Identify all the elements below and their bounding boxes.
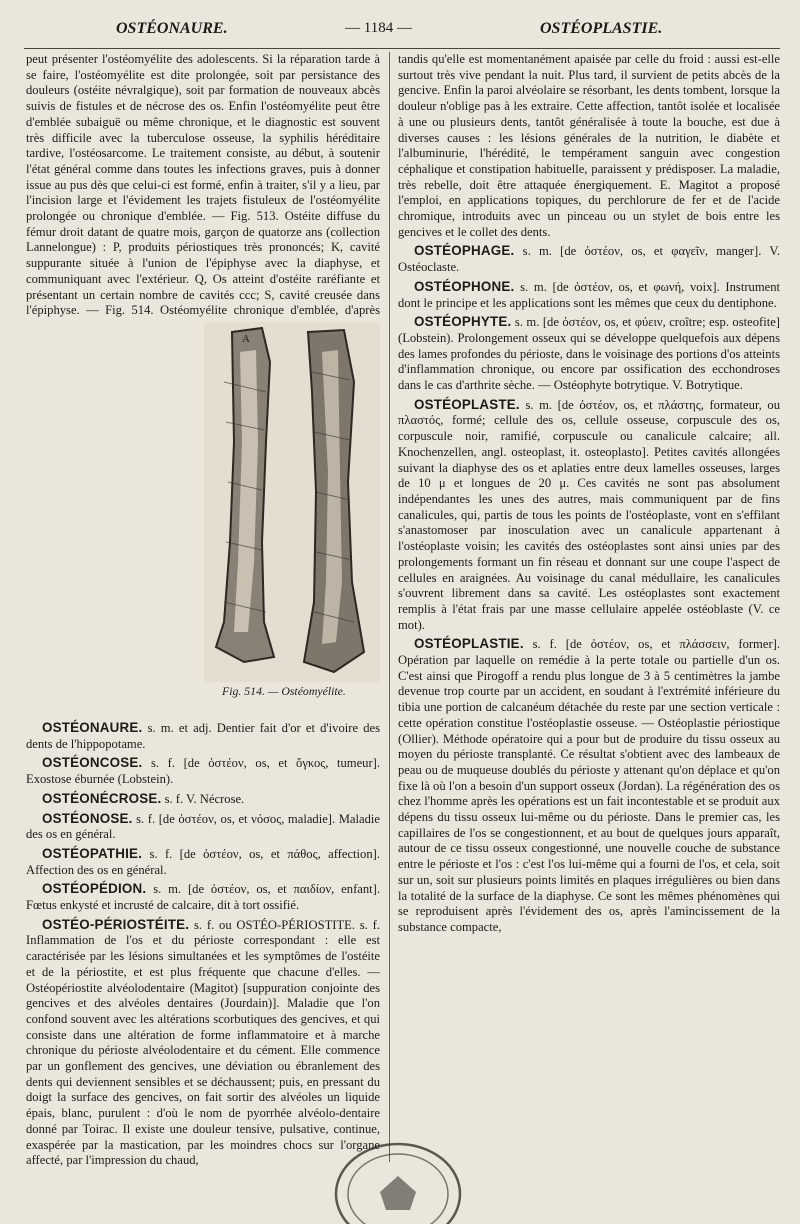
page-header [0, 12, 800, 50]
entry-definition: s. f. [de ὀστέον, os, et πάθος, affection]. Affection des os en général. [26, 846, 380, 877]
entry-headword: OSTÉOPÉDION. [42, 881, 147, 897]
header-rule [24, 48, 780, 49]
entry-osteophage [398, 243, 780, 275]
entry-headword: OSTÉONÉCROSE. [42, 790, 162, 806]
entry-osteophyte [398, 314, 780, 394]
header-left-term: OSTÉONAURE. [116, 20, 228, 37]
entry-definition: s. f. V. Nécrose. [164, 791, 245, 806]
entry-headword: OSTÉO-PÉRIOSTÉITE. [42, 916, 190, 932]
library-stamp [318, 1134, 478, 1224]
entry-headword: OSTÉONCOSE. [42, 755, 143, 771]
entry-headword: OSTÉOPHYTE. [414, 314, 512, 330]
left-column [26, 52, 380, 1172]
entry-definition: s. f. ou OSTÉO-PÉRIOSTITE. s. f. Inflammation de l'os et du périoste correspondant : elle est caractérisée par les lésions simultanées et les symptômes de l'ostéite et de la périostite, et est plus fréquente que chacune d'elles. — Ostéopériostite alvéolodentaire (Magitot) [suppuration conjointe des gencives et des alvéoles dentaires (Jourdain)]. Maladie que l'on confond souvent avec les altérations scorbutiques des gencives, et qui consiste dans une altération de forme inflammatoire et à marche chronique du périoste alvéolodentaire et du cément. Elle commence par un gonflement des gencives, une déviation ou ébranlement des dents qui deviennent sensibles et se déchaussent; puis, en pressant du doigt la surface des gencives, on fait sortir des alvéoles un liquide épais, blanc, purulent : d'où le nom de pyorrhée alvéolo-dentaire donné par Toirac. Il existe une douleur tensive, pulsative, continue, exaspérée par la mastication, par les moindres chocs sur l'organe affecté, par l'impression du chaud, [26, 917, 380, 1168]
figure-caption: Fig. 514. — Ostéomyélite. [222, 684, 346, 698]
figure-514 [26, 322, 380, 714]
entry-osteonose [26, 811, 380, 843]
entry-osteophone [398, 279, 780, 311]
entry-headword: OSTÉONOSE. [42, 810, 133, 826]
entry-definition: s. m. [de ὀστέον, os, et φαγεῖν, manger]. V. Ostéoclaste. [398, 244, 780, 275]
entry-osteoplaste [398, 397, 780, 634]
entry-headword: OSTÉONAURE. [42, 720, 143, 735]
entry-definition: s. f. [de ὀστέον, os, et πλάσσειν, former]. Opération par laquelle on remédie à la perte totale ou partielle d'un os. C'est ainsi que Pirogoff a rendu plus longue de 3 à 5 centimètres la jambe devenue trop courte par un accident, en soudant à l'extrémité inférieure du tibia une portion de calcanéum détachée du reste par une section verticale : cette opération constitue l'ostéoplastie osseuse. — Ostéoplastie périostique (Ollier). Méthode opératoire qui a pour but de produire du tissu osseux au moyen du périoste transplanté. Ce résultat s'obtient avec des lambeaux de peau ou de muqueuse doublés du périoste y attenant qu'on déplace et qu'on fixe là où l'on a besoin d'un support osseux (Jordan). La régénération des os chez l'homme après les opérations est un fait incontestable et se produit aux dépens du tissu osseux lui-même ou du périoste. Dans le premier cas, les capillaires de l'os se congestionnent, et au bout de quelques jours apparaît, autour de ce tissu osseux congestionné, une nouvelle couche de substance entre le périoste et l'os : c'est l'os lui-même qui a fourni de l'os, et cela, soit sur un, soit sur plusieurs points limités en plaques irrégulières ou bien dans la totalité de la surface de la diaphyse. Ce sont les mêmes phénomènes qui se reproduisent après l'évidement des os, après l'amincissement de la substance compacte, [398, 637, 780, 934]
header-right-term: OSTÉOPLASTIE. [540, 20, 663, 37]
entry-definition: s. m. [de ὀστέον, os, et πλάστης, formateur, ou πλαστός, formé; cellule des os, cellule osseuse, corpuscule des os, corpuscule noir, ramifié, corpuscule ou canalicule calcaire; all. Knochenzellen, angl. osteoplast, it. osteoplasto]. Petites cavités allongées suivant la diaphyse des os et aplaties entre deux lamelles osseuses, larges de 10 μ et longues de 20 μ. Ces cavités ne sont pas absolument indépendantes les unes des autres, mais communiquent par de fins canalicules, qui, partis de tous les points de l'ostéoplaste, vont en s'effilant s'anastomoser par inosculation avec un canalicule appartenant à l'ostéoplaste voisin; les cavités des ostéoplastes sont ainsi unies par des prolongements formant un fin réseau et donnant sur une coupe l'aspect de cellules en araignées. Au voisinage du canal médullaire, les canalicules s'ouvrent librement dans sa cavité. Les ostéoplastes sont exactement remplis à l'état frais par une masse cellulaire appelée ostéoblaste (V. ce mot). [398, 397, 780, 632]
entry-headword: OSTÉOPHAGE. [414, 243, 515, 259]
page-number: — 1184 — [345, 20, 412, 36]
entry-definition: s. m. [de ὀστέον, os, et φωνή, voix]. Instrument dont le principe et les applications sont les mêmes que ceux du dentiphone. [398, 279, 780, 310]
entry-definition: s. m. et adj. Dentier fait d'or et d'ivoire des dents de l'hippopotame. [26, 721, 380, 751]
entry-osteonecrose [26, 791, 380, 808]
figure-letter-label: A [242, 333, 250, 345]
intro-paragraph-left: peut présenter l'ostéomyélite des adolescents. Si la réparation tarde à se faire, l'ostéomyélite est dite prolongée, soit par persistance des douleurs (ostéite névralgique), soit par formation de nouveaux abcès suivis de fistules et de nécrose des os. Enfin l'ostéomyélite peut être d'emblée subaiguë ou même chronique, et le diagnostic est souvent très difficile avec la tuberculose osseuse, la syphilis héréditaire tardive, l'ostéosarcome. Le traitement consiste, au début, à soutenir l'état général comme dans toutes les infections graves, puis à donner issue au pus dès que celui-ci est formé, enfin à traiter, s'il y a lieu, par l'incision large et l'évidement les trajets fistuleux de l'ostéomyélite prolongée ou chronique d'emblée. — Fig. 513. Ostéite diffuse du fémur droit datant de quatre mois, garçon de quatorze ans (collection Lannelongue) : P, produits périostiques très prononcés; K, cavité suppurante située à l'union de l'épiphyse avec la diaphyse, et communiquant avec l'extérieur. Q, Os atteint d'ostéite raréfiante et présentant un certain nombre de cavités ccc; S, cavité creusée dans l'épiphyse. — Fig. 514. Ostéomyélite chronique d'emblée, d'après [26, 52, 380, 318]
entry-definition: s. f. [de ὀστέον, os, et ὄγκος, tumeur]. Exostose éburnée (Lobstein). [26, 756, 380, 787]
entry-headword: OSTÉOPLASTIE. [414, 636, 524, 652]
entry-osteoplastie [398, 636, 780, 935]
column-divider [389, 52, 390, 1162]
entry-definition: s. f. [de ὀστέον, os, et νόσος, maladie]. Maladie des os en général. [26, 811, 380, 842]
entry-osteopedion [26, 881, 380, 913]
entry-osteonaure [26, 720, 380, 752]
right-column [398, 52, 780, 939]
entry-definition: s. m. [de ὀστέον, os, et φύειν, croître; esp. osteofite] (Lobstein). Prolongement osseux qui se développe quelquefois aux dépens des lames profondes du périoste, dans le voisinage des portions d'os atteints d'inflammation chronique, ou encore par ossification des ecchondroses dans le cas d'arthrite sèche. — Ostéophyte botrytique. V. Botrytique. [398, 315, 780, 393]
entry-headword: OSTÉOPATHIE. [42, 845, 143, 861]
entry-headword: OSTÉOPLASTE. [414, 396, 520, 412]
intro-paragraph-right: tandis qu'elle est momentanément apaisée par celle du froid : aussi est-elle surtout très vive pendant la nuit. Plus tard, il survient de petits abcès de la gencive. Enfin la paroi alvéolaire se résorbant, les dents tombent, lorsque la douleur n'oblige pas à les extraire. Cette affection, tantôt isolée et localisée à une ou plusieurs dents, tantôt généralisée à toute la bouche, est due à diverses causes : les lésions générales de la nutrition, le diabète et l'albuminurie, l'hérédité, le tempérament sanguin avec congestion céphalique et constipation habituelle, paraissent y prédisposer. La maladie, très rebelle, doit être attaquée énergiquement. E. Magitot a proposé l'emploi, en applications topiques, du perchlorure de fer et de l'acide chromique, introduits avec un pinceau ou un stylet de bois entre les gencives et le collet des dents. [398, 52, 780, 239]
osteomyelitis-bone-illustration [204, 322, 380, 682]
entry-osteopathie [26, 846, 380, 878]
entry-osteo-periosteite [26, 917, 380, 1169]
entry-osteoncose [26, 755, 380, 787]
entry-headword: OSTÉOPHONE. [414, 278, 515, 294]
entry-definition: s. m. [de ὀστέον, os, et παιδίον, enfant]. Fœtus enkysté et incrusté de calcaire, dit à tort ossifié. [26, 882, 380, 913]
